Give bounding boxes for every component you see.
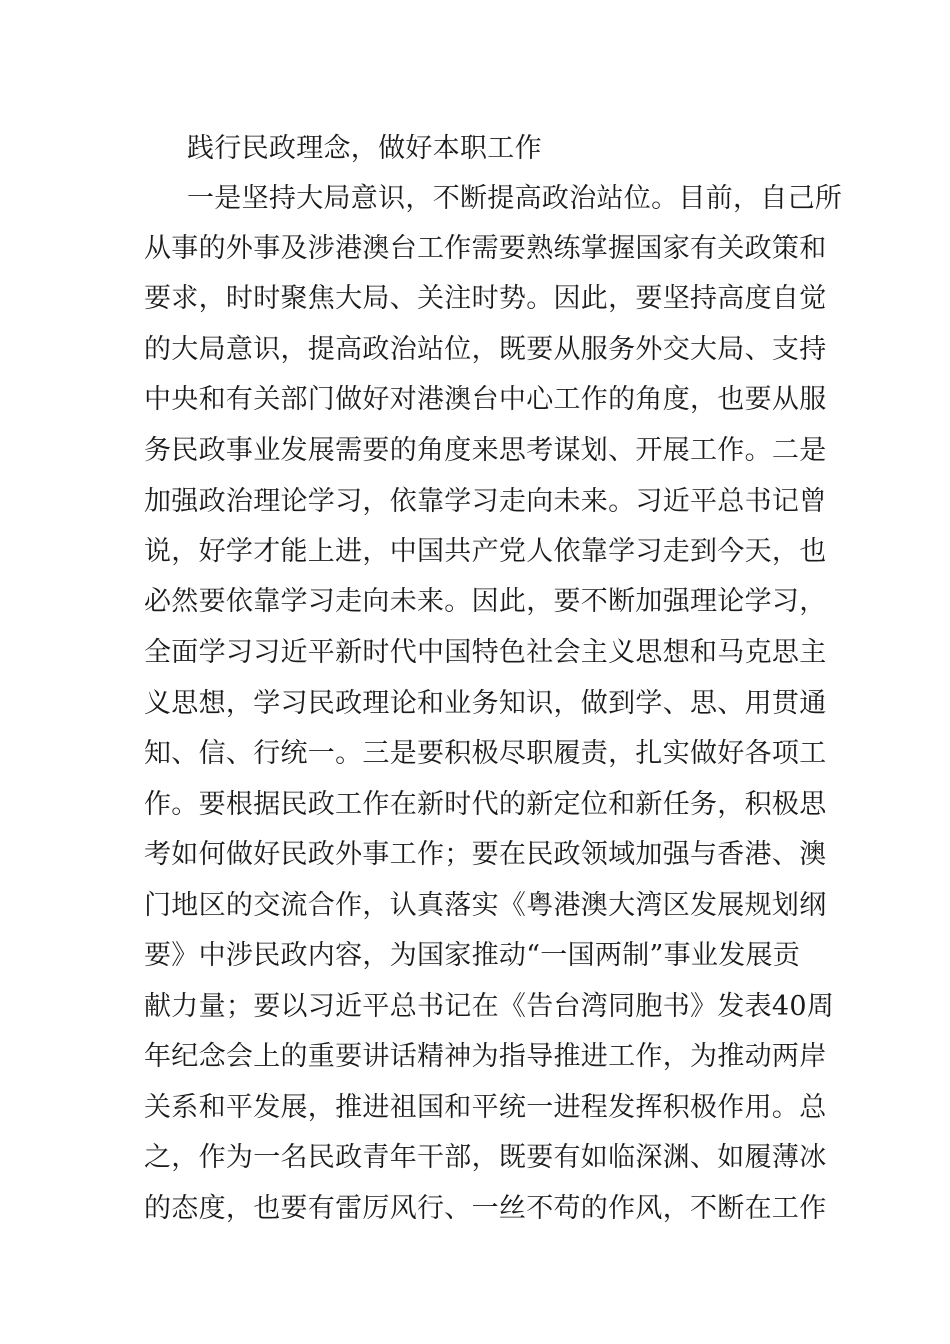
- paragraph-line: 义思想，学习民政理论和业务知识，做到学、思、用贯通: [144, 688, 827, 719]
- paragraph-line: 必然要依靠学习走向未来。因此，要不断加强理论学习，: [144, 586, 827, 617]
- paragraph-line: 关系和平发展，推进祖国和平统一进程发挥积极作用。总: [144, 1092, 827, 1123]
- paragraph-line: 要》中涉民政内容，为国家推动“一国两制”事业发展贡: [144, 940, 801, 971]
- paragraph-line: 加强政治理论学习，依靠学习走向未来。习近平总书记曾: [144, 486, 827, 517]
- section-heading: 践行民政理念，做好本职工作: [187, 133, 542, 164]
- paragraph-line: 门地区的交流合作，认真落实《粤港澳大湾区发展规划纲: [144, 890, 827, 921]
- paragraph-line: 考如何做好民政外事工作；要在民政领域加强与香港、澳: [144, 839, 827, 870]
- paragraph-line: 之，作为一名民政青年干部，既要有如临深渊、如履薄冰: [144, 1142, 827, 1173]
- paragraph-line: 作。要根据民政工作在新时代的新定位和新任务，积极思: [144, 789, 827, 820]
- paragraph-line: 说，好学才能上进，中国共产党人依靠学习走到今天，也: [144, 536, 827, 567]
- paragraph-line: 的态度，也要有雷厉风行、一丝不苟的作风，不断在工作: [144, 1193, 827, 1224]
- paragraph-line: 年纪念会上的重要讲话精神为指导推进工作，为推动两岸: [144, 1041, 827, 1072]
- paragraph-line: 中央和有关部门做好对港澳台中心工作的角度，也要从服: [144, 384, 827, 415]
- paragraph-line: 务民政事业发展需要的角度来思考谋划、开展工作。二是: [144, 435, 827, 466]
- paragraph-line: 一是坚持大局意识，不断提高政治站位。目前，自己所: [187, 183, 843, 214]
- paragraph-line: 要求，时时聚焦大局、关注时势。因此，要坚持高度自觉: [144, 283, 827, 314]
- paragraph-line: 的大局意识，提高政治站位，既要从服务外交大局、支持: [144, 334, 827, 365]
- paragraph-line: 从事的外事及涉港澳台工作需要熟练掌握国家有关政策和: [144, 233, 827, 264]
- paragraph-line: 献力量；要以习近平总书记在《告台湾同胞书》发表40周: [144, 991, 835, 1022]
- paragraph-line: 知、信、行统一。三是要积极尽职履责，扎实做好各项工: [144, 738, 827, 769]
- paragraph-line: 全面学习习近平新时代中国特色社会主义思想和马克思主: [144, 637, 827, 668]
